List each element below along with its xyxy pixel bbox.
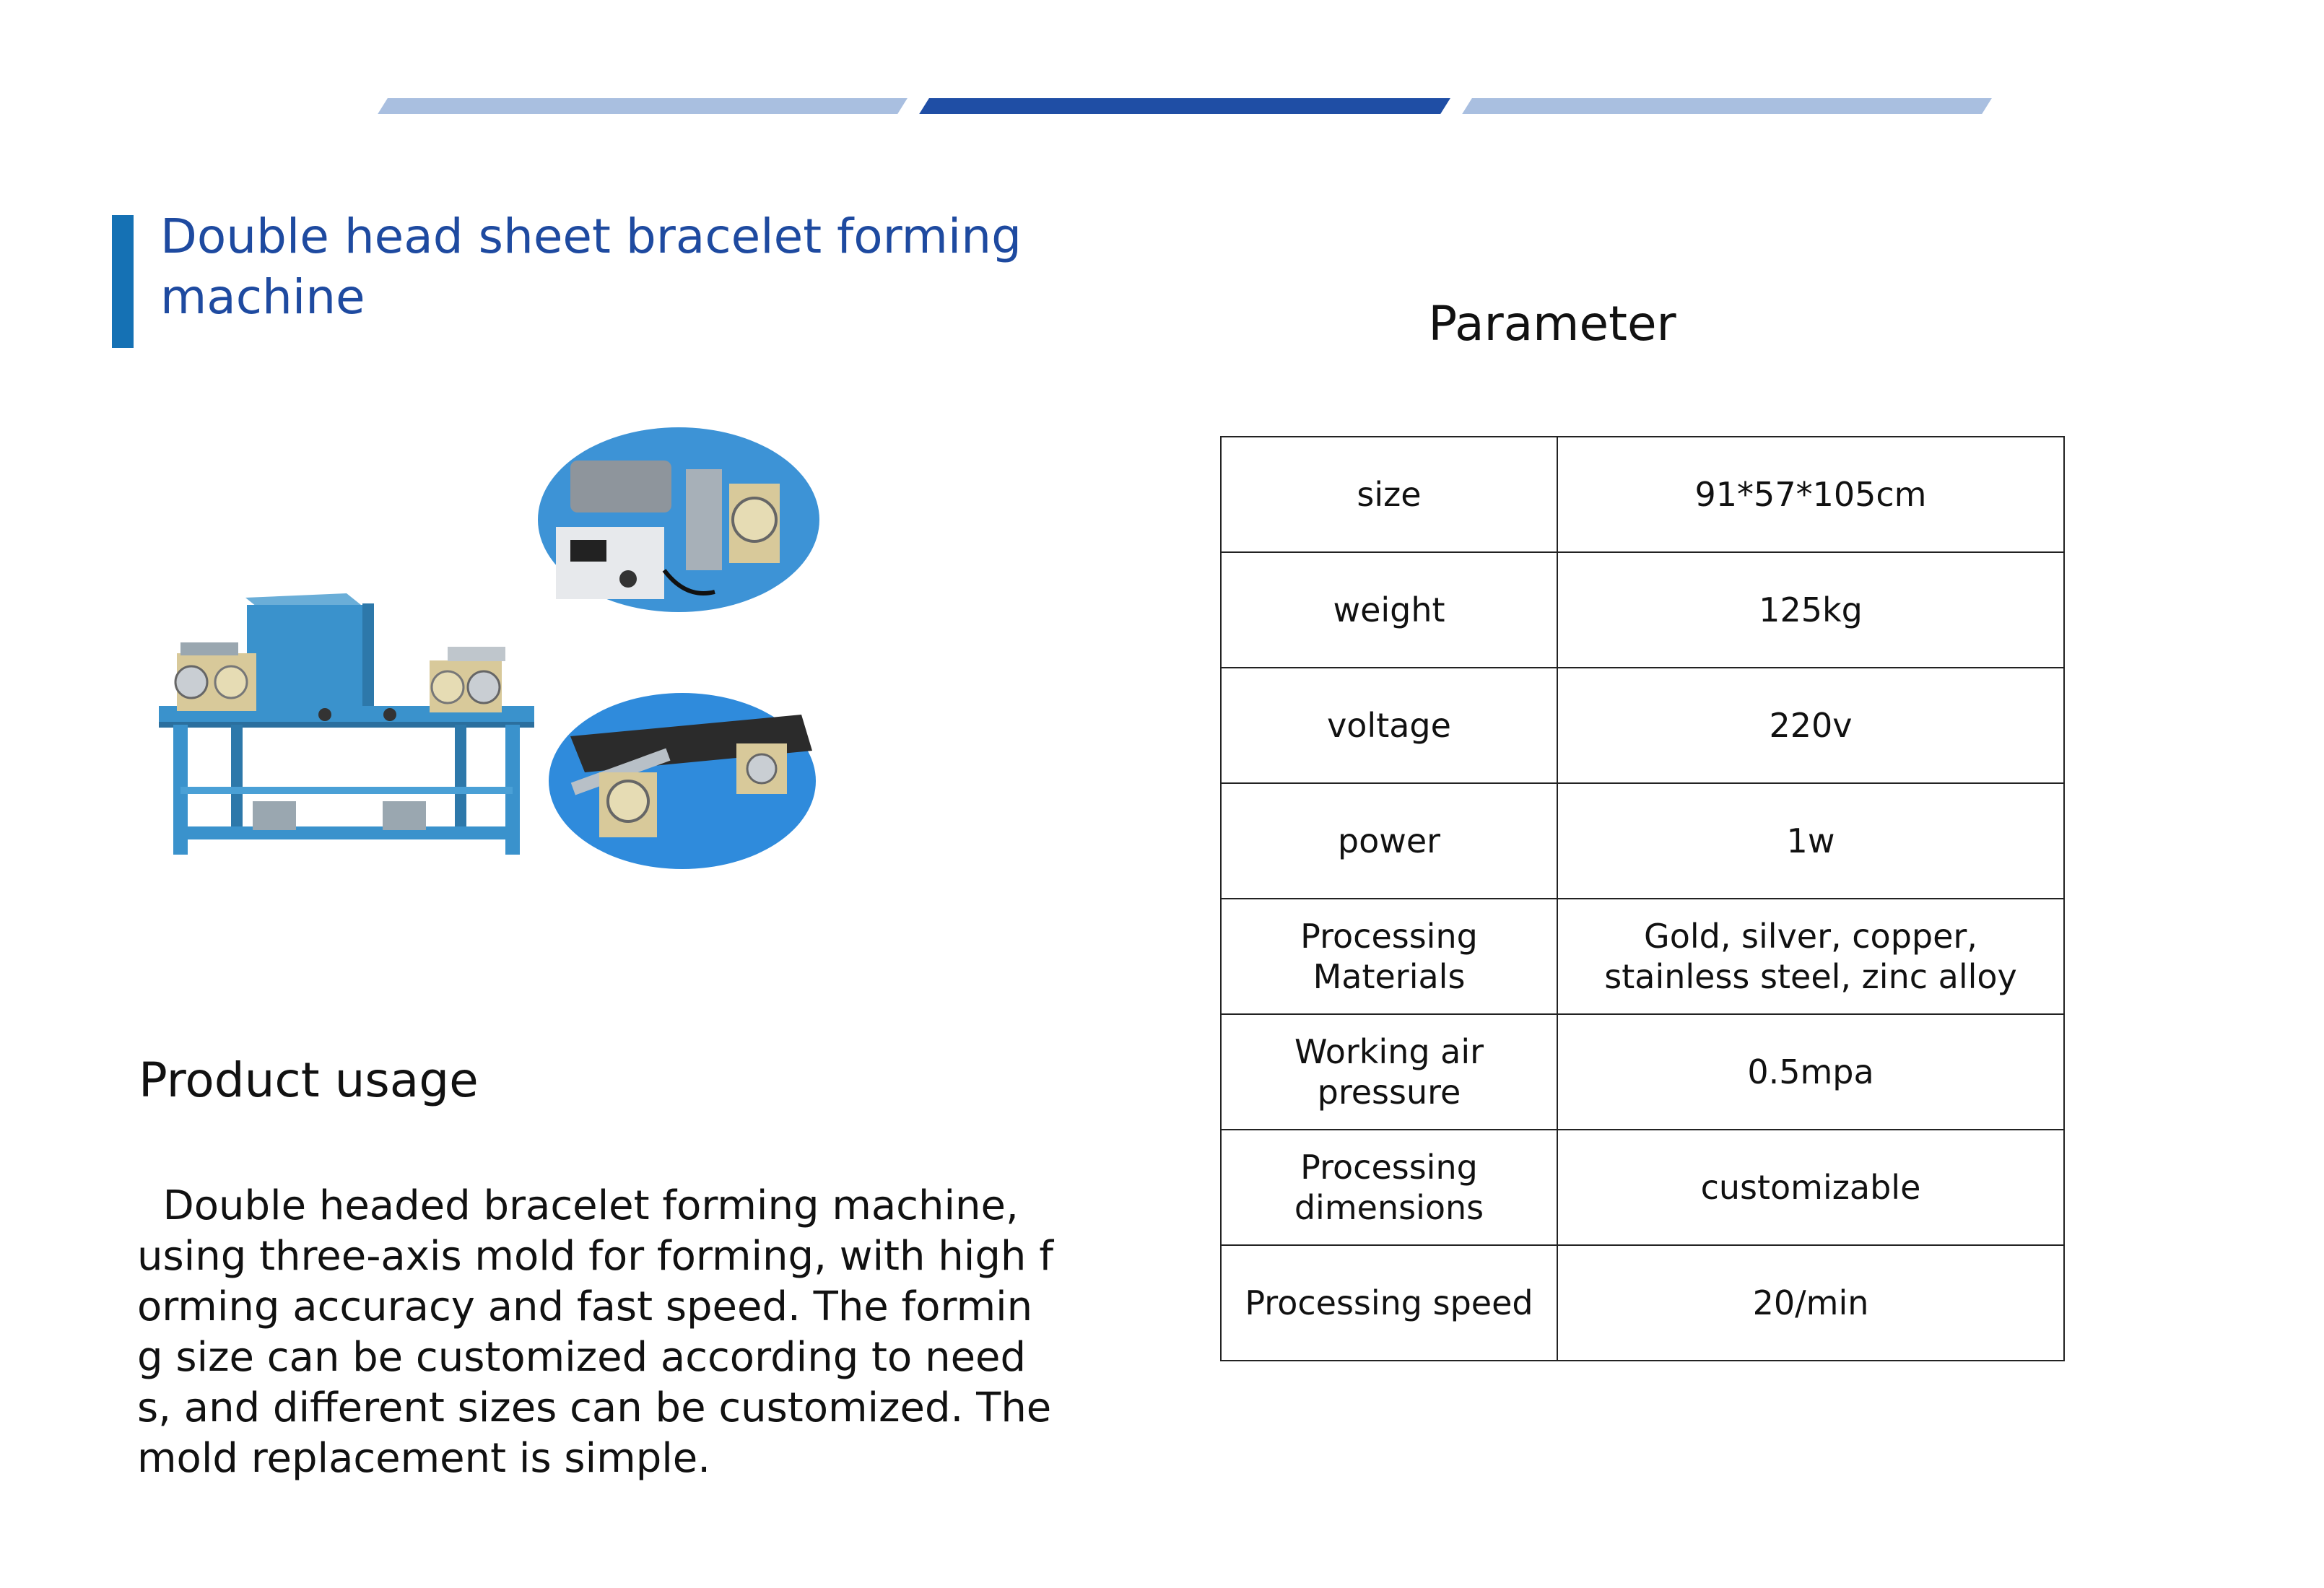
table-row	[1221, 668, 2064, 783]
machine-main-image	[159, 593, 534, 855]
header-decoration-bars	[375, 98, 1993, 114]
param-label: Processing speed	[1221, 1245, 1557, 1361]
param-value: 0.5mpa	[1557, 1014, 2064, 1130]
param-value: 91*57*105cm	[1557, 437, 2064, 552]
table-row	[1221, 1130, 2064, 1245]
title-accent-bar	[112, 215, 134, 348]
detail-image-bottom	[549, 693, 816, 869]
table-row	[1221, 1245, 2064, 1361]
param-label: Processing dimensions	[1221, 1130, 1557, 1245]
param-label: Working air pressure	[1221, 1014, 1557, 1130]
parameter-table	[1220, 436, 2065, 1361]
product-photos	[108, 426, 837, 974]
param-label: power	[1221, 783, 1557, 899]
table-row	[1221, 552, 2064, 668]
table-row	[1221, 899, 2064, 1014]
param-label: weight	[1221, 552, 1557, 668]
param-value: customizable	[1557, 1130, 2064, 1245]
param-label: size	[1221, 437, 1557, 552]
decor-bar-right	[1462, 98, 1992, 114]
product-usage-description: Double headed bracelet forming machine, using three-axis mold for forming, with high forming accuracy and fast speed. The forming size can be customized according to needs, and different sizes can be customized. The mold replacement is simple.	[137, 1182, 1065, 1482]
table-row	[1221, 1014, 2064, 1130]
param-label: Processing Materials	[1221, 899, 1557, 1014]
param-value: 1w	[1557, 783, 2064, 899]
table-row	[1221, 437, 2064, 552]
param-value: 220v	[1557, 668, 2064, 783]
detail-image-top	[538, 427, 819, 612]
parameter-heading: Parameter	[1428, 296, 1676, 352]
product-usage-heading: Product usage	[139, 1052, 479, 1108]
param-label: voltage	[1221, 668, 1557, 783]
table-row	[1221, 783, 2064, 899]
param-value: 125kg	[1557, 552, 2064, 668]
page-title: Double head sheet bracelet forming machine	[160, 209, 1022, 325]
decor-bar-left	[378, 98, 908, 114]
decor-bar-center	[919, 98, 1450, 114]
param-value: Gold, silver, copper, stainless steel, zinc alloy	[1557, 899, 2064, 1014]
param-value: 20/min	[1557, 1245, 2064, 1361]
